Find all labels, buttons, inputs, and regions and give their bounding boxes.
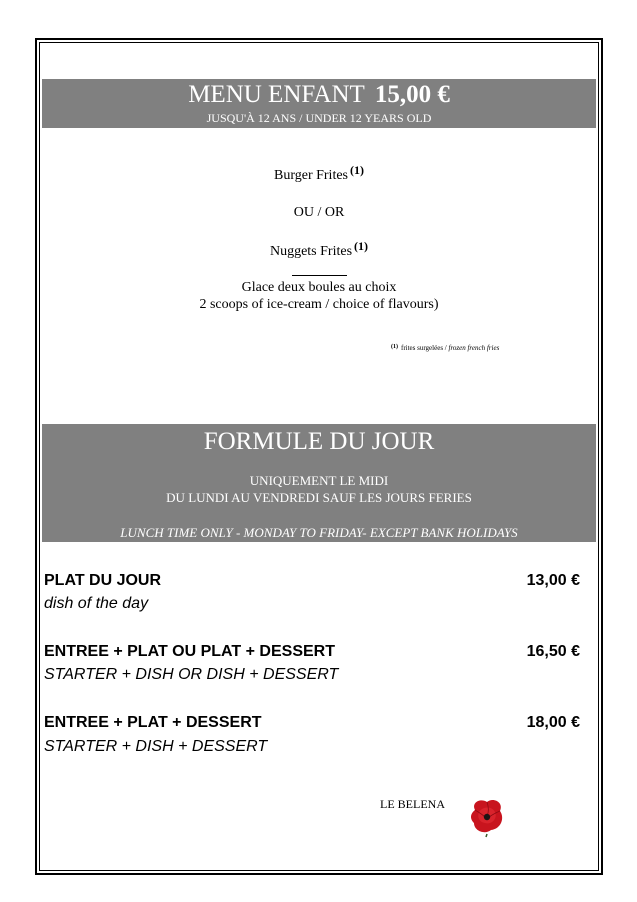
option-2-label: Nuggets Frites [269, 244, 353, 259]
item-2-sub: STARTER + DISH OR DISH + DESSERT [44, 666, 339, 683]
menu-enfant-separator: OU / OR [293, 205, 345, 220]
menu-enfant-title-line [42, 81, 596, 109]
dessert-divider [292, 275, 347, 276]
fries-footnote [391, 343, 499, 354]
option-2-note: (1) [354, 239, 369, 253]
dessert-fr: Glace deux boules au choix [241, 280, 397, 295]
formule-header [42, 424, 596, 542]
menu-enfant-title: MENU ENFANT [188, 81, 365, 108]
formule-english-line: LUNCH TIME ONLY - MONDAY TO FRIDAY- EXCEPT BANK HOLIDAYS [120, 525, 518, 540]
item-2-price: 16,50 € [526, 643, 580, 660]
formule-midi-line: UNIQUEMENT LE MIDI [249, 473, 389, 488]
poppy-flower-icon [467, 796, 507, 838]
menu-enfant-subtitle: JUSQU'À 12 ANS / UNDER 12 YEARS OLD [206, 111, 432, 125]
item-3-name: ENTREE + PLAT + DESSERT [44, 714, 262, 731]
option-1-label: Burger Frites [273, 168, 348, 183]
menu-enfant-header [42, 79, 596, 128]
item-2-name: ENTREE + PLAT OU PLAT + DESSERT [44, 643, 335, 660]
menu-enfant-option-2 [42, 239, 596, 260]
restaurant-signature: LE BELENA [380, 797, 445, 811]
item-1-price: 13,00 € [526, 572, 580, 589]
footnote-fr: frites surgelées / [401, 344, 447, 352]
menu-enfant-price: 15,00 € [374, 81, 450, 108]
formule-title: FORMULE DU JOUR [203, 428, 435, 455]
formule-days-line: DU LUNDI AU VENDREDI SAUF LES JOURS FERIES [166, 490, 472, 505]
menu-enfant-option-1 [42, 163, 596, 184]
item-3-sub: STARTER + DISH + DESSERT [44, 738, 268, 755]
footnote-mark: (1) [391, 344, 398, 350]
footnote-en: frozen french fries [448, 344, 500, 352]
item-1-sub: dish of the day [44, 595, 149, 612]
item-1-name: PLAT DU JOUR [44, 572, 162, 589]
option-1-note: (1) [350, 163, 364, 177]
dessert-en: 2 scoops of ice-cream / choice of flavours) [199, 297, 439, 312]
item-3-price: 18,00 € [526, 714, 580, 731]
